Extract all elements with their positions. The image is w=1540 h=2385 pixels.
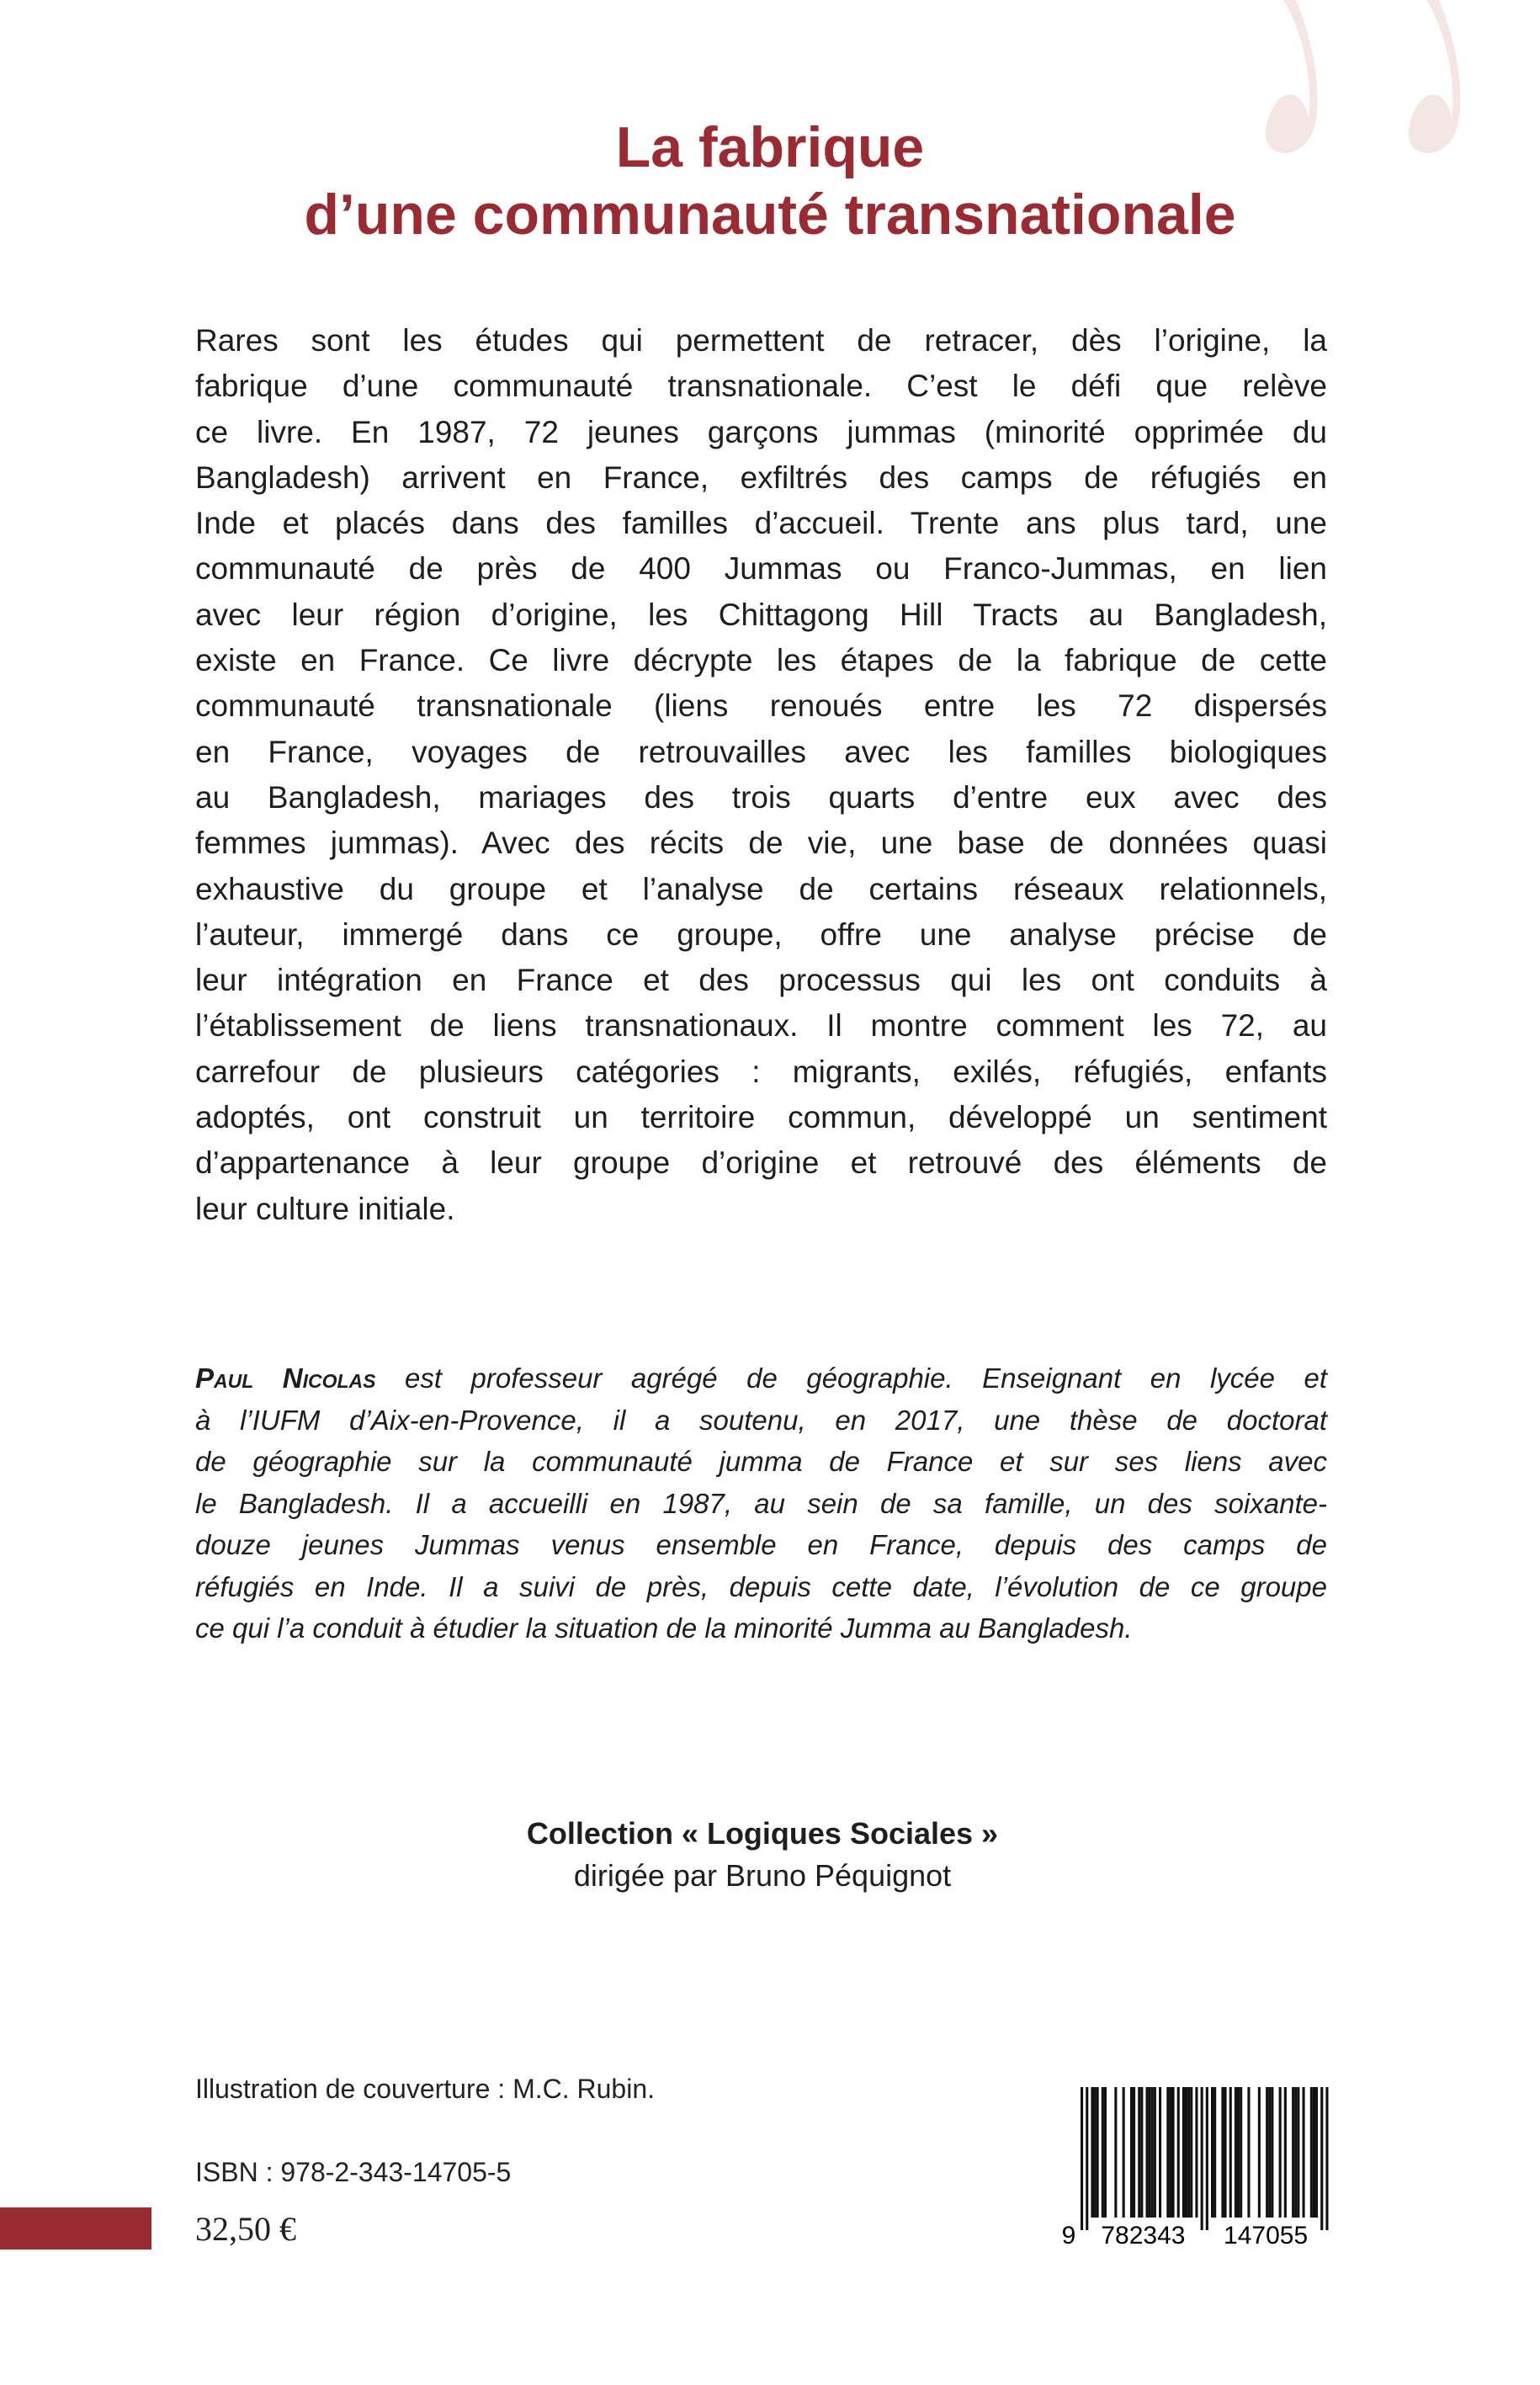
- accent-bar: [0, 2207, 151, 2250]
- barcode-bar: [1303, 2087, 1305, 2218]
- summary-line: Rares sont les études qui permettent de retracer, dès l’origine, la: [195, 323, 1327, 358]
- collection-name: Collection « Logiques Sociales »: [526, 1816, 999, 1851]
- summary-line: carrefour de plusieurs catégories : migrants, exilés, réfugiés, enfants: [195, 1054, 1327, 1089]
- price: 32,50 €: [195, 2210, 296, 2248]
- barcode-bar: [1313, 2087, 1315, 2218]
- barcode-bar: [1235, 2087, 1237, 2218]
- barcode-bar: [1138, 2087, 1140, 2218]
- barcode-bar: [1258, 2087, 1261, 2218]
- barcode-bar: [1133, 2087, 1135, 2218]
- barcode-bar: [1146, 2087, 1149, 2218]
- barcode-bar: [1247, 2087, 1250, 2218]
- barcode-bar: [1086, 2087, 1088, 2230]
- barcode-bar: [1279, 2087, 1282, 2218]
- summary-line: Inde et placés dans des familles d’accueil. Trente ans plus tard, une: [195, 506, 1327, 541]
- barcode-bar: [1240, 2087, 1242, 2218]
- summary-line: femmes jummas). Avec des récits de vie, une base de données quasi: [195, 826, 1327, 861]
- summary-line: en France, voyages de retrouvailles avec les familles biologiques: [195, 734, 1327, 769]
- barcode-bar: [1187, 2087, 1190, 2218]
- summary-line: l’établissement de liens transnationaux. Il montre comment les 72, au: [195, 1008, 1327, 1044]
- barcode-bar: [1169, 2087, 1171, 2218]
- isbn: ISBN : 978-2-343-14705-5: [195, 2157, 512, 2187]
- barcode-bar: [1292, 2087, 1294, 2218]
- barcode-bar: [1114, 2087, 1117, 2218]
- barcode-bar: [1123, 2087, 1125, 2218]
- barcode-bar: [1177, 2087, 1180, 2218]
- barcode-bar: [1151, 2087, 1154, 2218]
- barcode-bar: [1297, 2087, 1299, 2218]
- barcode-bar: [1172, 2087, 1175, 2218]
- summary-line: d’appartenance à leur groupe d’origine et retrouvé des éléments de: [195, 1145, 1327, 1181]
- barcode-bar: [1211, 2087, 1213, 2218]
- bio-line: ce qui l’a conduit à étudier la situation de la minorité Jumma au Bangladesh.: [195, 1612, 1133, 1644]
- barcode-bar: [1195, 2087, 1197, 2218]
- barcode-bar: [1268, 2087, 1271, 2218]
- barcode-bar: [1104, 2087, 1107, 2218]
- summary-line: avec leur région d’origine, les Chittagong Hill Tracts au Bangladesh,: [195, 597, 1327, 632]
- bio-line: de géographie sur la communauté jumma de France et sur ses liens avec: [195, 1446, 1327, 1477]
- summary-line: communauté transnationale (liens renoués entre les 72 dispersés: [195, 688, 1327, 724]
- barcode-bar: [1294, 2087, 1297, 2218]
- bio-line: est professeur agrégé de géographie. Enseignant en lycée et: [375, 1362, 1328, 1394]
- summary-line: ce livre. En 1987, 72 jeunes garçons jummas (minorité opprimée du: [195, 414, 1327, 449]
- summary-line: existe en France. Ce livre décrypte les étapes de la fabrique de cette: [195, 643, 1327, 678]
- author-name: Paul Nicolas: [195, 1362, 376, 1394]
- barcode-bar: [1229, 2087, 1232, 2218]
- barcode-bar: [1159, 2087, 1161, 2218]
- collection-director: dirigée par Bruno Péquignot: [573, 1858, 952, 1893]
- barcode-bar: [1237, 2087, 1240, 2218]
- barcode-bar: [1310, 2087, 1313, 2218]
- barcode-bar: [1182, 2087, 1185, 2218]
- book-title-line-1: La fabrique: [615, 115, 925, 179]
- bio-line: réfugiés en Inde. Il a suivi de près, depuis cette date, l’évolution de ce groupe: [195, 1570, 1327, 1602]
- barcode-bar: [1190, 2087, 1192, 2218]
- barcode-bar: [1284, 2087, 1287, 2218]
- isbn-barcode: [1062, 2087, 1331, 2247]
- summary-line: communauté de près de 400 Jummas ou Franco-Jummas, en lien: [195, 551, 1327, 587]
- bio-line: le Bangladesh. Il a accueilli en 1987, au sein de sa famille, un des soixante-: [195, 1487, 1327, 1519]
- barcode-bar: [1224, 2087, 1227, 2218]
- barcode-bar: [1102, 2087, 1104, 2218]
- barcode-digits: 147055: [1224, 2222, 1309, 2247]
- author-bio: [195, 1357, 1327, 1649]
- barcode-bar: [1325, 2087, 1328, 2230]
- barcode-bar: [1149, 2087, 1151, 2218]
- barcode-bar: [1315, 2087, 1318, 2218]
- summary-line: l’auteur, immergé dans ce groupe, offre une analyse précise de: [195, 916, 1327, 952]
- summary-line: au Bangladesh, mariages des trois quarts d’entre eux avec des: [195, 779, 1327, 815]
- barcode-bar: [1166, 2087, 1169, 2218]
- summary-line: fabrique d’une communauté transnationale. C’est le défi que relève: [195, 369, 1327, 404]
- summary-line: leur culture initiale.: [195, 1191, 455, 1226]
- summary-line: exhaustive du groupe et l’analyse de certains réseaux relationnels,: [195, 871, 1327, 906]
- barcode-bar: [1094, 2087, 1097, 2218]
- barcode-bar: [1320, 2087, 1323, 2230]
- book-title-line-2: d’une communauté transnationale: [304, 183, 1236, 247]
- summary-paragraph: [195, 318, 1327, 1232]
- barcode-bar: [1201, 2087, 1203, 2230]
- barcode-digits: 782343: [1101, 2222, 1186, 2247]
- summary-line: leur intégration en France et des processus qui les ont conduits à: [195, 963, 1327, 998]
- summary-line: adoptés, ont construit un territoire commun, développé un sentiment: [195, 1100, 1327, 1135]
- barcode-bar: [1271, 2087, 1273, 2218]
- bio-line: douze jeunes Jummas venus ensemble en France, depuis des camps de: [195, 1529, 1327, 1560]
- summary-line: Bangladesh) arrivent en France, exfiltrés des camps de réfugiés en: [195, 459, 1327, 495]
- bio-line: à l’IUFM d’Aix-en-Provence, il a soutenu, en 2017, une thèse de doctorat: [195, 1404, 1327, 1436]
- barcode-bar: [1206, 2087, 1208, 2230]
- barcode-bar: [1213, 2087, 1216, 2218]
- barcode-bar: [1097, 2087, 1099, 2218]
- illustration-credit: Illustration de couverture : M.C. Rubin.: [195, 2074, 656, 2104]
- barcode-bar: [1130, 2087, 1133, 2218]
- barcode-bar: [1140, 2087, 1143, 2218]
- barcode-bar: [1221, 2087, 1224, 2218]
- barcode-bar: [1185, 2087, 1187, 2218]
- barcode-bar: [1154, 2087, 1156, 2218]
- barcode-bar: [1091, 2087, 1093, 2218]
- barcode-bar: [1266, 2087, 1268, 2218]
- barcode-bar: [1081, 2087, 1083, 2230]
- barcode-digits: 9: [1062, 2222, 1076, 2247]
